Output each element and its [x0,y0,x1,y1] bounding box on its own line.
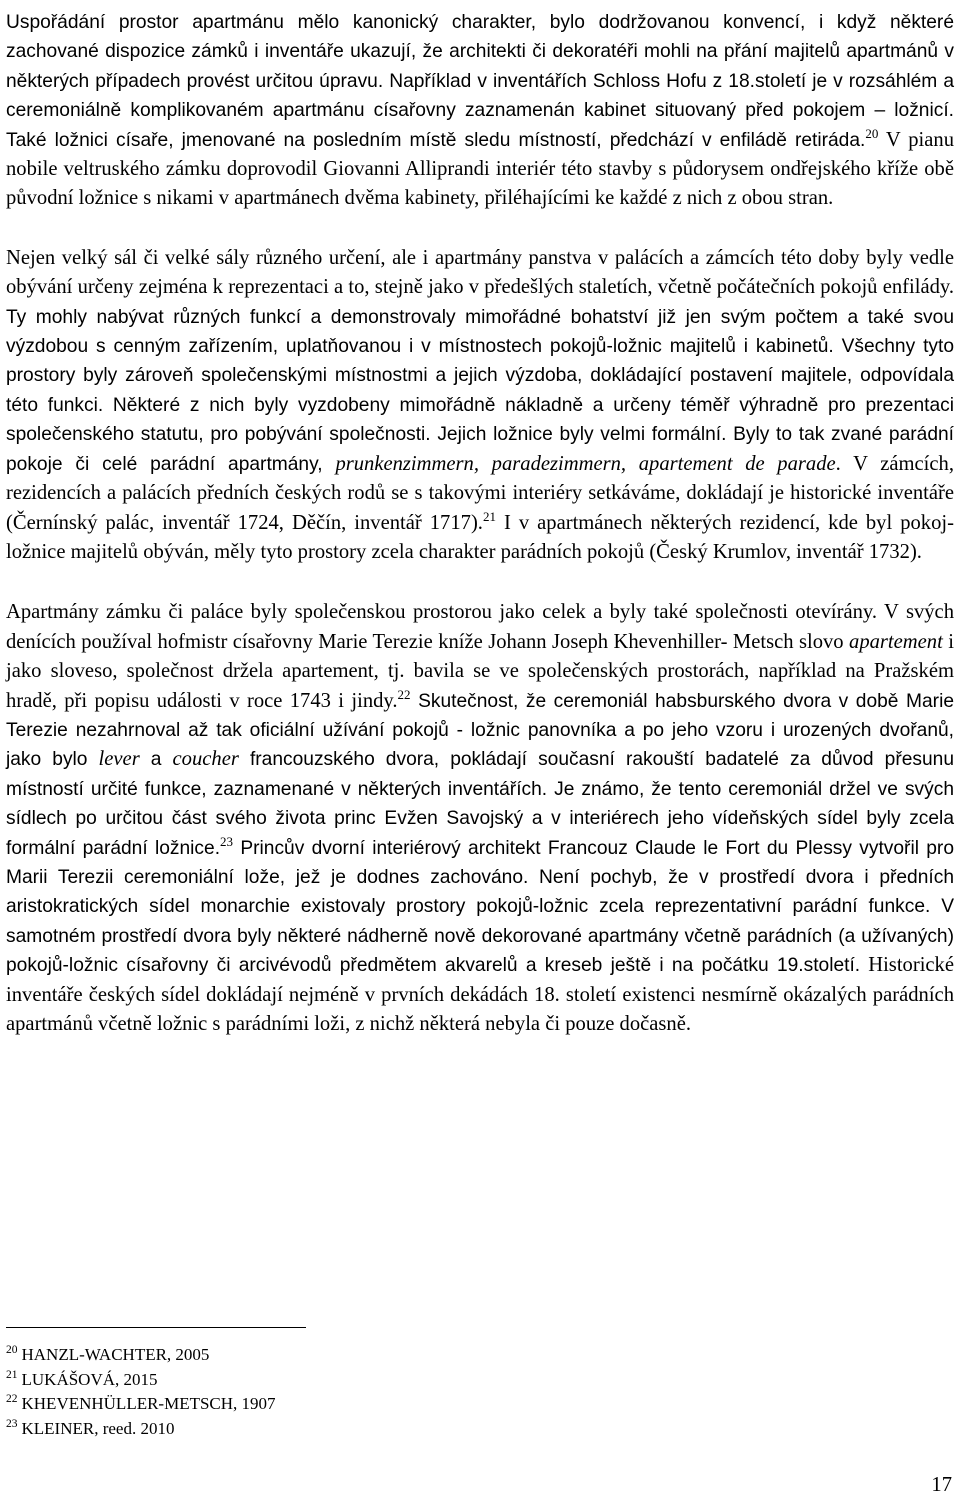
document-body [6,8,954,1039]
text-run: V pianu nobile veltruského zámku doprovodil Giovanni Alliprandi interiér této stavby s půdorysem ondřejského kříže obě původní ložnice s nikami v apartmánech dvěma kabinety, přiléhajícími ke každé z nich z obou stran. [6,128,954,210]
text-run: Nejen velký sál či velké sály různého určení, ale i apartmány panstva v palácích a zámcích této doby byly vedle obývání určeny zejména k reprezentaci a to, stejně jako v předešlých staletích, včetně počátečních pokojů enfilády. [6,246,954,299]
italic-term: coucher [172,748,239,771]
text-run: Uspořádání prostor apartmánu mělo kanonický charakter, bylo dodržovanou konvencí, i když některé zachované dispozice zámků i inventáře ukazují, že architekti či dekoratéři mohli na přání majitelů apartmánů v některých případech provést určitou úpravu. Například v inventářích Schloss Hofu z 18.století je v rozsáhlém a ceremoniálně komplikovaném apartmánu císařovny zaznamenán kabinet situovaný před pokojem – ložnicí. Také ložnici císaře, jmenované na posledním místě sledu místností, předchází v enfiládě retiráda. [6,12,954,151]
text-run: I v apartmánech některých rezidencí, kde byl pokoj-ložnice majitelů obýván, měly tyto prostory zcela charakter parádních pokojů (Český Krumlov, inventář 1732). [6,511,954,563]
text-run: Apartmány zámku či paláce byly společenskou prostorou jako celek a byly také společnosti otevírány. V svých denících používal hofmistr císařovny Marie Terezie kníže Johann Joseph Khevenhiller- Metsch slovo [6,601,954,653]
paragraph-2 [6,244,954,567]
footnote-ref-20[interactable]: 20 [865,125,879,141]
footnote-item [6,1368,606,1393]
italic-term: lever [98,748,140,771]
text-run: Historické inventáře českých sídel dokládají nejméně v prvních dekádách 18. století existenci nesmírně okázalých parádních apartmánů včetně ložnic s parádními loži, z nichž některá nebyla či pouze dočasně. [6,954,954,1035]
italic-term: prunkenzimmern, paradezimmern, apartement de parade [335,452,836,475]
paragraph-1 [6,8,954,214]
text-run: francouzského dvora, pokládají současní rakouští badatelé za důvod přesunu místností určité funkce, zaznamenané v některých inventářích. Je známo, že tento ceremoniál držel ve svých sídlech po určitou část svého života princ Evžen Savojský a v interiérech jeho vídeňských sídel byly zcela formální parádní ložnice. [6,749,954,859]
paragraph-3 [6,598,954,1039]
footnote-text: HANZL-WACHTER, 2005 [21,1345,210,1364]
footnote-text: KHEVENHÜLLER-METSCH, 1907 [21,1394,276,1414]
text-run: i jako sloveso, společnost držela apartement, tj. bavila se ve společenských prostorách, například na Pražském hradě, při popisu události v roce 1743 i jindy. [6,630,955,712]
footnote-number: 22 [6,1393,18,1406]
text-run: Ty mohly nabývat různých funkcí a demonstrovaly mimořádné bohatství již jen svým počtem a také svou výzdobou s cenným zařízením, uplatňovanou i v místnostech pokojů-ložnic majitelů i kabinetů. Všechny tyto prostory byly zároveň společenskými místnostmi a jejich výzdoba, dokládající postavení majitele, odpovídala této funkci. Některé z nich byly vyzdobeny mimořádně nákladně a určeny téměř výhradně pro prezentaci společenského statutu, pro pobývání společnosti. Jejich ložnice byly velmi formální. Byly to tak zvané parádní pokoje či celé parádní apartmány, [6,306,954,475]
footnote-item [6,1343,606,1368]
text-run: Princův dvorní interiérový architekt Francouz Claude le Fort du Plessy vytvořil pro Marii Terezii ceremoniální lože, jež je dodnes zachováno. Není pochyb, že v prostředí dvora i předních aristokratických sídel monarchie existovaly prostory pokojů-ložnic zcela reprezentativní parádní funkce. V samotném prostředí dvora byly některé nádherně nově dekorované apartmány včetně parádních (a užívaných) pokojů-ložnic císařovny či arcivévodů předmětem akvarelů a kreseb ještě i na počátku 19.století. [6,837,954,977]
footnote-ref-22[interactable]: 22 [397,686,411,702]
text-run: a [139,749,173,771]
footnote-item [6,1417,606,1442]
footnote-ref-23[interactable]: 23 [220,833,234,849]
text-run: Skutečnost, že ceremoniál habsburského dvora v době Marie Terezie nezahrnoval až tak oficiální užívání pokojů - ložnic panovníka a po jeho vzoru i urozených dvořanů, jako bylo [6,690,954,771]
footnote-ref-21[interactable]: 21 [482,508,496,524]
italic-term: apartement [849,630,943,653]
text-run: . V zámcích, rezidencích a palácích předních českých rodů se s takovými interiéry setkáváme, dokládají je historické inventáře (Černínský palác, inventář 1724, Děčín, inventář 1717). [6,452,954,534]
page-number: 17 [931,1474,952,1496]
footnote-item [6,1392,606,1417]
footnote-number: 21 [6,1368,18,1381]
footnote-text: KLEINER, reed. 2010 [21,1418,175,1438]
footnotes [6,1343,606,1441]
footnote-text: LUKÁŠOVÁ, 2015 [21,1369,158,1389]
footnote-number: 20 [6,1344,18,1356]
footnote-number: 23 [6,1417,18,1430]
footnote-separator [6,1327,306,1328]
